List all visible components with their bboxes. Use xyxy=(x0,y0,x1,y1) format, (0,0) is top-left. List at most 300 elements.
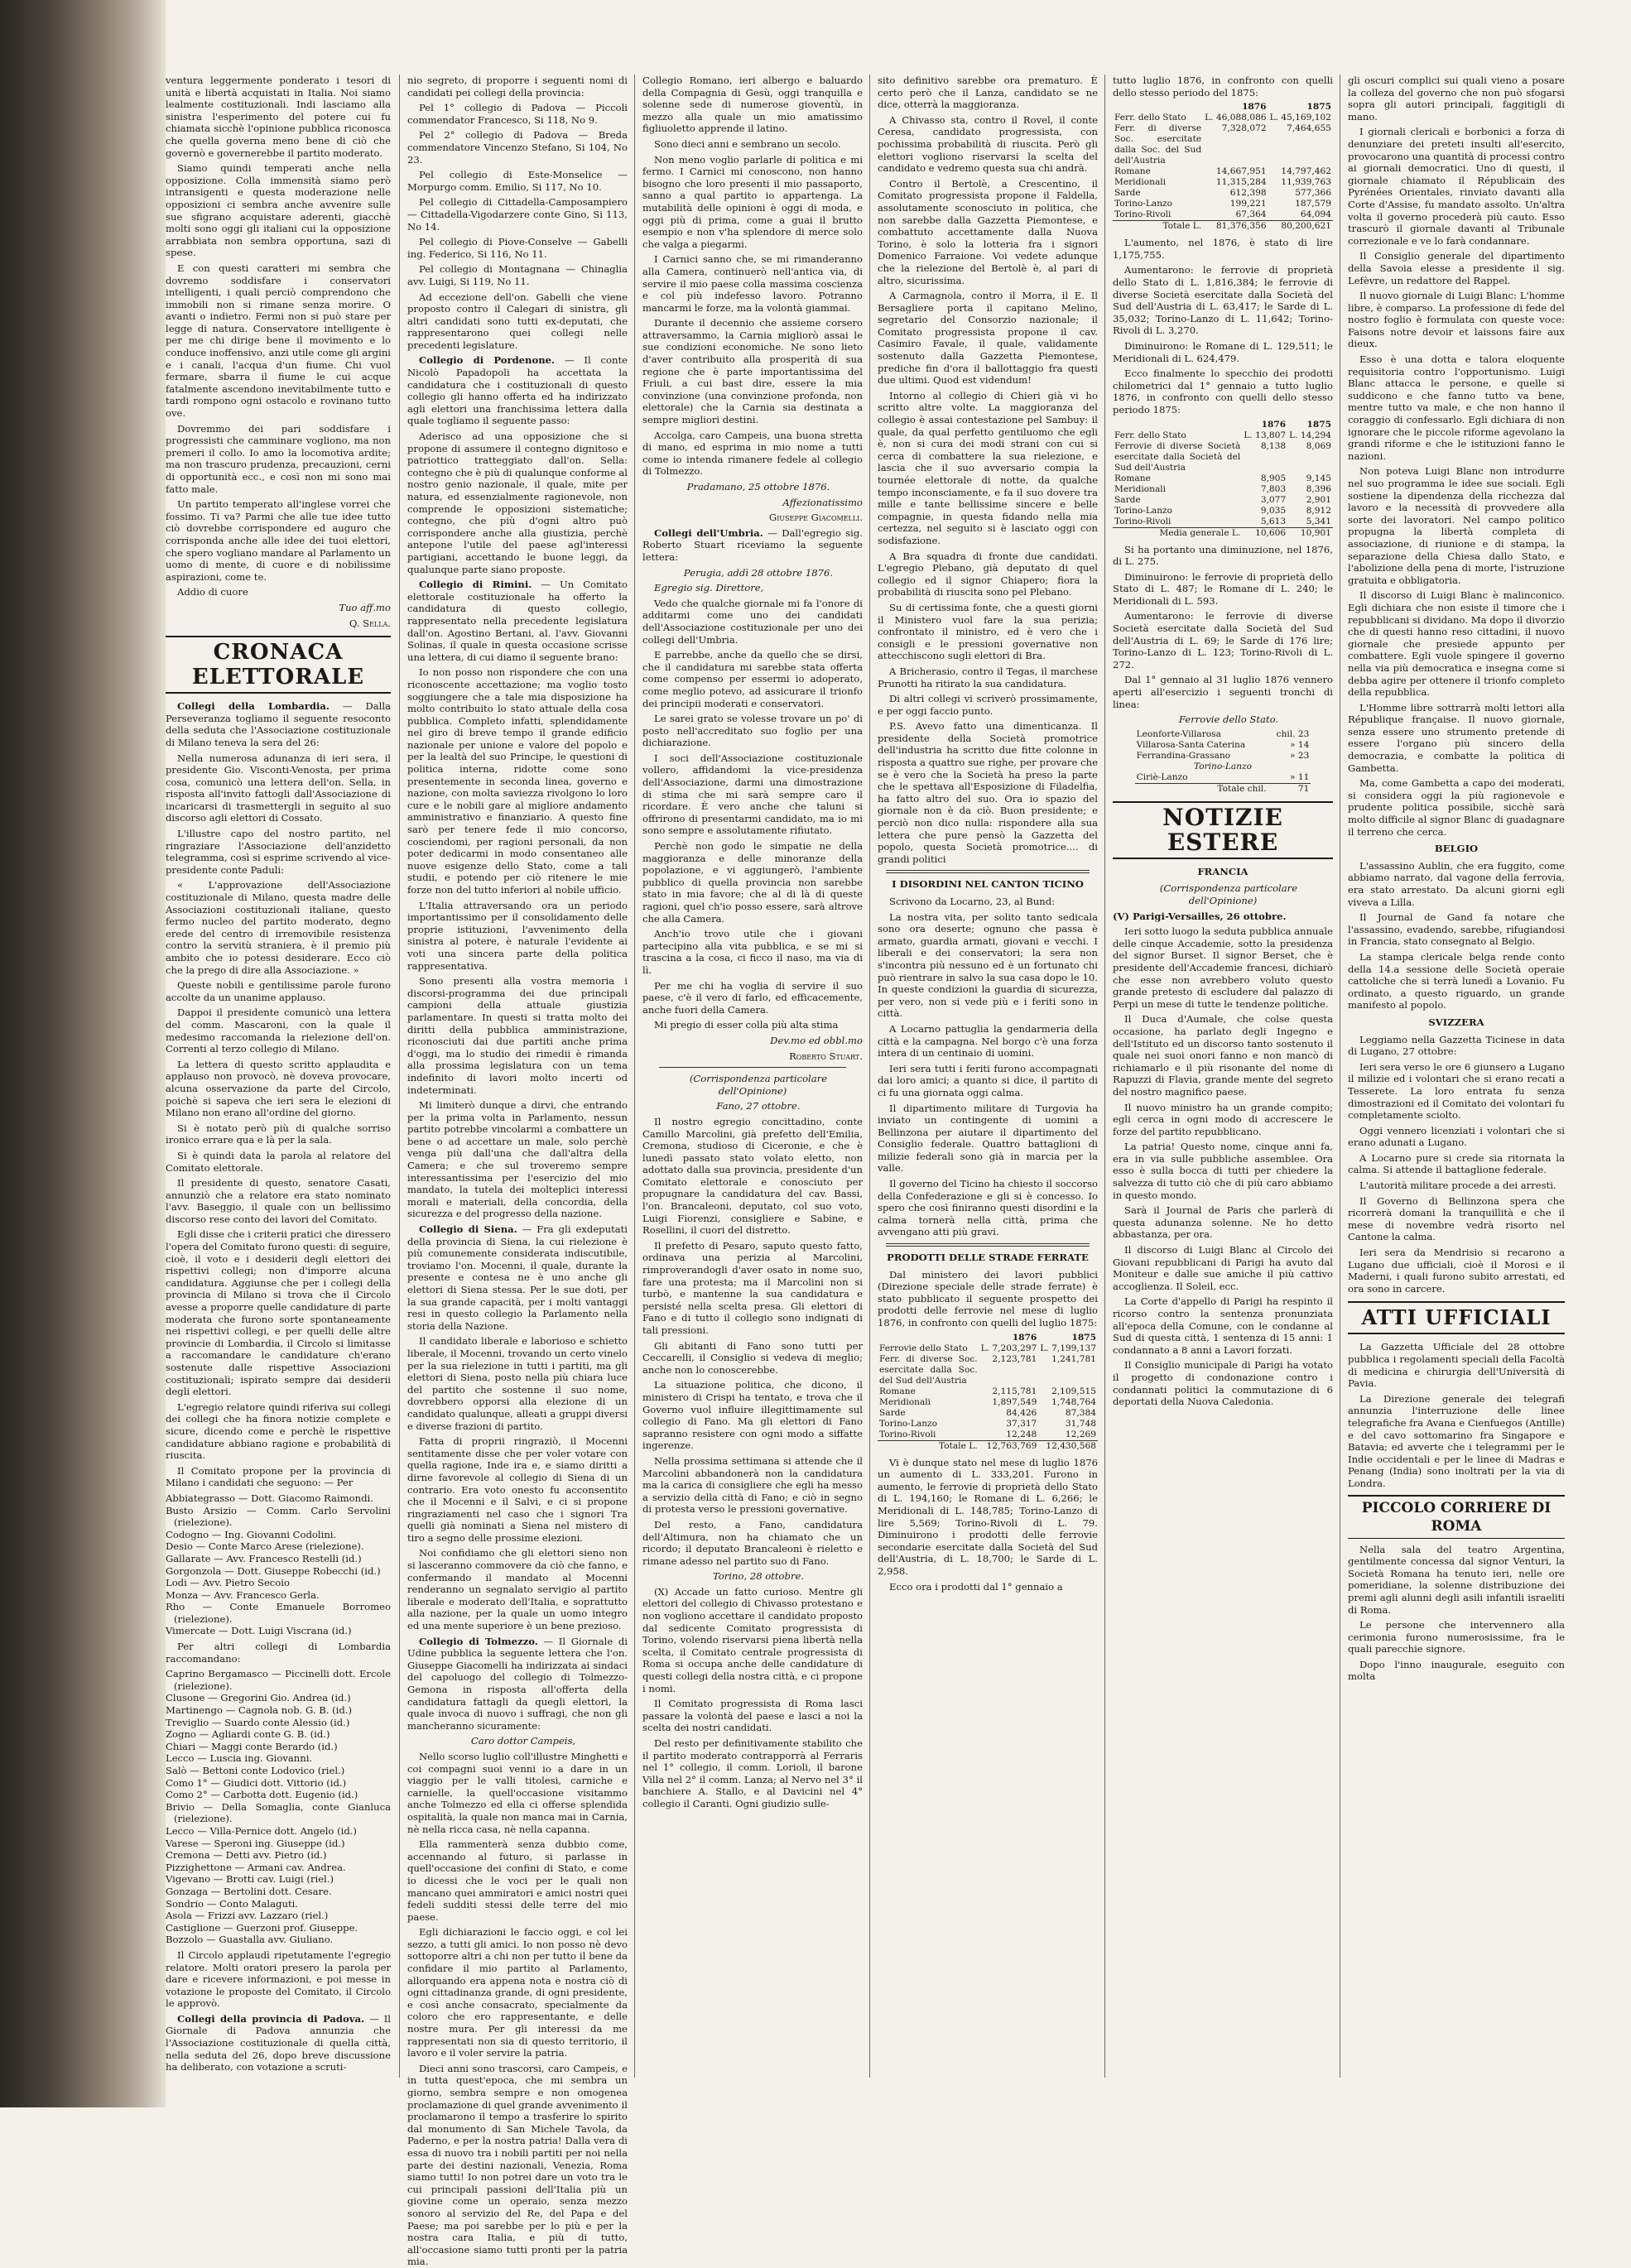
table-row xyxy=(1113,188,1333,199)
table-cell: L. 46,088,086 xyxy=(1205,113,1267,123)
list-item: Varese — Speroni ing. Giuseppe (id.) xyxy=(166,1837,345,1849)
table-cell: Torino-Lanzo xyxy=(1114,199,1172,209)
table-cell: 8,138 xyxy=(1260,440,1287,451)
table-cell: » 14 xyxy=(1290,739,1310,750)
paragraph: P.S. Avevo fatto una dimenticanza. Il presidente della Società promotrice dell'industria ha scritto due fitte colonne in risposta a quattro sue righe, per provare che se è vero che la Società ha preso la parte che le spettava all'Esposizione di Filadelfia, ha fatto altro del suo. Ora io spazio del giornale non è da ciò. Buon presidente; e perciò non dico nulla: rispondere alla sua lettera che pure pensò la Gazzetta del popolo, questa Società promotrice.... di grandi politici xyxy=(878,720,1098,865)
table-row xyxy=(878,1354,1098,1386)
paragraph: Il nuovo giornale di Luigi Blanc: L'homme libre, è comparso. La professione di fede del nostro foglio è formulata con queste voce: Faisons notre devoir et laissons faire aux dieux. xyxy=(1348,290,1565,350)
closing: Tuo aff.mo xyxy=(339,601,391,613)
list-item: Castiglione — Guerzoni prof. Giuseppe. xyxy=(166,1921,358,1934)
paragraph: Ad eccezione dell'on. Gabelli che viene proposto contro il Calegari di sinistra, gli altri candidati sono tutti ex-deputati, che rappresentarono quei collegi nelle precedenti legislature. xyxy=(407,291,628,351)
table-cell: Ferr. di diverse Soc. esercitate dalla Soc. del Sud dell'Austria xyxy=(1114,123,1202,166)
table-row xyxy=(878,1397,1098,1408)
column-1 xyxy=(166,74,391,2078)
table-cell: Ferr. dello Stato xyxy=(1114,430,1186,440)
table-cell: 5,341 xyxy=(1306,516,1331,526)
paragraph: Mi pregio di esser colla più alta stima xyxy=(654,1019,839,1031)
table-cell: 71 xyxy=(1268,783,1311,795)
railway-table xyxy=(1113,420,1333,539)
table-cell: Sarde xyxy=(1114,188,1141,199)
paragraph: Il dipartimento militare di Turgovia ha inviato un contingente di uomini a Bellinzona per aiutare il dipartimento del Consiglio federale. Quattro battaglioni di milizie federali sono già in marcia per la valle. xyxy=(878,1102,1098,1175)
table-cell: 8,905 xyxy=(1260,473,1287,483)
table-cell: 14,797,462 xyxy=(1281,166,1331,177)
paragraph: I giornali clericali e borbonici a forza di denunziare dei preteti insulti all'esercito, provocarono una quantità di processi contro ai giornali democratici. Uno di questi, il giornale chiamato il Républicain des Pyrénées Orientales, rinviato davanti alla Corte d'Assise, fu mandato assolto. Un'altra volta il governo procederà più cauto. Esso trascurò il giornale davanti al Tribunale correzionale e ve lo farà condannare. xyxy=(1348,126,1565,247)
paragraph: Del resto, a Fano, candidatura dell'Altimura, non ha chiamato che un ricordo; il deputato Brancaleoni è rieletto e rimane adesso nel partito suo di Fano. xyxy=(642,1518,863,1567)
paragraph: Per altri collegi di Lombardia raccomandano: xyxy=(166,1641,391,1665)
paragraph: « L'approvazione dell'Associazione costituzionale di Milano, questa madre delle Associazioni costituzionali italiane, questo fermo nucleo del partito moderato, degno erede del centro di irremovibile resistenza contro la servitù straniera, è il premio più ambito che io potessi desiderare. Ecco ciò che la prego di dire alla Associazione. » xyxy=(166,879,391,976)
list-item: Chiari — Maggi conte Berardo (id.) xyxy=(166,1740,338,1752)
table-cell: 10,901 xyxy=(1287,527,1333,539)
paragraph: Siamo quindi temperati anche nella opposizione. Colla immensità siamo però intransigenti e questa moderazione nelle opposizioni ci sembra anche avvenire sulle sue sfigrano acquistare aderenti, giacchè molti sono oggi gli italiani cui la opposizione arrabbiata non sembra opportuna, sazi di spese. xyxy=(166,162,391,259)
table-cell: 187,579 xyxy=(1295,199,1331,209)
paragraph: Egli dichiarazioni le faccio oggi, e col lei sezzo, a tutti gli amici. Io non posso nè devo sottoporre altri a chi non per tutto il bene da confidare il mio partito al Parlamento, allorquando era appena nota e nostra ciò di ogni cittadinanza grande, di ogni presidente, e così anche consacrato, specialmente da coloro che ero rappresentante, e delle nostre mura. Per gli interessi da me rappresentati non sia di questo territorio, il lavoro e il voler servire la patria. xyxy=(407,1926,628,2059)
list-item: Gorgonzola — Dott. Giuseppe Robecchi (id.) xyxy=(166,1564,381,1577)
table-cell: 9,035 xyxy=(1260,505,1287,516)
table-cell: 37,317 xyxy=(1006,1418,1037,1429)
column-6 xyxy=(1348,74,1565,2078)
paragraph: Il prefetto di Pesaro, saputo questo fatto, ordinava una perizia al Marcolini, rimproverandogli d'aver osato in nome suo, fare una protesta; ma il Marcolini non si turbò, e mantenne la sua candidatura e persisté nella scelta presa. Gli elettori di Fano e di tutto il collegio sono indignati di tali pressioni. xyxy=(642,1239,863,1336)
table-cell: Totale L. xyxy=(1113,221,1203,233)
paragraph: Il governo del Ticino ha chiesto il soccorso della Confederazione e gli si è concesso. Io spero che così finiranno questi disordini e la calma tornerà nella città, prima che avvengano atti più gravi. xyxy=(878,1178,1098,1238)
table-cell: 81,376,356 xyxy=(1203,221,1268,233)
correspondence-note: (Corrispondenza particolare dell'Opinione) xyxy=(689,1073,828,1097)
paragraph: A Locarno pure si crede sia ritornata la calma. Si attende il battaglione federale. xyxy=(1348,1151,1565,1176)
paragraph: Gli abitanti di Fano sono tutti per Ceccarelli, il Consiglio si vedeva di meglio; anche non lo conoscerebbe. xyxy=(642,1339,863,1376)
paragraph: Vedo che qualche giornale mi fa l'onore di additarmi come uno dei candidati dell'Associazione costituzionale per uno dei collegi dell'Umbria. xyxy=(642,597,863,646)
paragraph: Diminuirono: le Romane di L. 129,511; le Meridionali di L. 624,479. xyxy=(1113,339,1333,364)
table-cell: Torino-Lanzo xyxy=(1114,505,1172,516)
table-cell: Meridionali xyxy=(1114,483,1167,494)
dateline: Perugia, addì 28 ottobre 1876. xyxy=(683,566,834,579)
paragraph: A Bricherasio, contro il Tegas, il marchese Prunotti ha ritirato la sua candidatura. xyxy=(878,665,1098,690)
table-cell: 7,464,655 xyxy=(1287,123,1331,134)
table-cell: 64,094 xyxy=(1300,209,1331,220)
paragraph: La Direzione generale dei telegrafi annunzia l'interruzione delle linee telegrafiche fra Avana e Cienfuegos (Antille) e del cavo sottomarino fra Singapore e Batavia; ed avverte che i telegrammi per le Indie occidentali e per le linee di Madras e Penang (India) sono inoltrati per la via di Londra. xyxy=(1348,1392,1565,1489)
paragraph: Il Duca d'Aumale, che colse questa occasione, ha parlato degli Ingegno e dell'Istituto ed un discorso tanto sostenuto il quale nei suoi onori fanno e non mancò di richiamarlo e il più risonante del nome di Rapuzzi di Flavia, grande mente del segreto del nostro magnifico paese. xyxy=(1113,1013,1333,1098)
table-header-row xyxy=(878,1333,1098,1343)
list-item: Bozzolo — Guastalla avv. Giuliano. xyxy=(166,1934,334,1946)
paragraph: Intorno al collegio di Chieri già vi ho scritto altre volte. La maggioranza del collegio è assai contestazione pel Sambuy: il quale, da qual perfetto gentiluomo che egli è, non si cura dei modi strani con cui si cerca di combattere la sua rielezione, e lascia che il suo avversario compia la tournée elettorale di notte, da qualche tempo inconsciamente, e fa il suo dovere tra mille e tante bellissime sincere e belle compagnie, in questa fidando nella mia certezza, nel seguito si è lasciato oggi con sodisfazione. xyxy=(878,389,1098,546)
paragraph: Un partito temperato all'inglese vorrei che fossimo. Ti va? Parmi che alle tue idee tutto ciò dovrebbe corrispondere ed auguro che corrisponda anche alle idee dei tuoi elettori, che spero vogliano mandare al Parlamento un uomo di mente, di cuore e di nobilissime aspirazioni, come te. xyxy=(166,498,391,583)
railway-table xyxy=(1113,102,1333,232)
table-row xyxy=(878,1408,1098,1419)
table-cell: Romane xyxy=(879,1386,916,1396)
table-cell: 577,366 xyxy=(1295,188,1331,199)
table-row xyxy=(1113,123,1333,166)
paragraph: I Carnici sanno che, se mi rimanderanno alla Camera, continuerò nell'antica via, di servire il mio paese colla massima coscienza e col più indefesso lavoro. Potranno mancarmi le forze, ma la volontà giammai. xyxy=(642,253,863,314)
railway-table xyxy=(878,1333,1098,1452)
paragraph: Vi è dunque stato nel mese di luglio 1876 un aumento di L. 333,201. Furono in aumento, le ferrovie di proprietà dello Stato di L. 194,160; le Romane di L. 6,266; le Meridionali di L. 148,785; Torino-Lanzo di lire 5,569; Torino-Rivoli di L. 79. Diminuirono i prodotti delle ferrovie secondarie esercitate dalla Società del Sud dell'Austria, di L. 18,700; le Sarde di L. 2,958. xyxy=(878,1456,1098,1577)
table-cell: L. 45,169,102 xyxy=(1269,113,1331,123)
table-cell: Totale L. xyxy=(878,1440,979,1452)
new-lines-table xyxy=(1135,729,1311,795)
list-item: Como 2° — Carbotta dott. Eugenio (id.) xyxy=(166,1789,358,1801)
paragraph: L'Italia attraversando ora un periodo importantissimo per il consolidamento delle proprie istituzioni, l'avvenimento della sinistra al potere, è naturale l'evidente ai voti una sincera parte della politica rappresentativa. xyxy=(407,899,628,972)
table-cell: 2,109,515 xyxy=(1051,1386,1096,1396)
list-item: Martinengo — Cagnola nob. G. B. (id.) xyxy=(166,1704,353,1717)
dateline: (V) Parigi-Versailles, 26 ottobre. xyxy=(1113,910,1287,922)
divider xyxy=(886,1243,1090,1247)
table-row xyxy=(1113,495,1333,506)
table-cell: Sarde xyxy=(879,1407,906,1418)
paragraph: — Il conte Nicolò Papadopoli ha accettata la candidatura che i costituzionali di questo collegio gli hanno offerta ed ha indirizzato agli elettori una franchissima lettera dalla quale togliamo il seguente passo: xyxy=(407,354,628,427)
list-item: Como 1° — Giudici dott. Vittorio (id.) xyxy=(166,1776,347,1789)
table-cell: » 23 xyxy=(1290,750,1310,761)
list-item: Caprino Bergamasco — Piccinelli dott. Ercole (rielezione). xyxy=(166,1668,391,1692)
list-item: Sondrio — Conto Malaguti. xyxy=(166,1897,298,1910)
dateline: Torino, 28 ottobre. xyxy=(712,1570,805,1583)
paragraph: Aderisco ad una opposizione che si propone di assumere il contegno dignitoso e patriottico tratteggiato dall'on. Sella: contegno che è più di qualunque conforme al nostro genio nazionale, il quale, mite per natura, ed essenzialmente ragionevole, non comprende le opposizioni sistematiche; contegno, che più d'ogni altro può corrispondere anche alla giustizia, perchè antepone l'utile del paese agl'interessi partigiani, accettando le buone leggi, da qualunque parte siano proposte. xyxy=(407,430,628,575)
list-item: Salò — Bettoni conte Lodovico (riel.) xyxy=(166,1765,345,1776)
paragraph: Ma, come Gambetta a capo dei moderati, si considera oggi la più ragionevole e prudente politica possibile, sicchè sarà molto difficile al signor Blanc di guadagnare il terreno che cerca. xyxy=(1348,777,1565,838)
paragraph: Ieri sera verso le ore 6 giunsero a Lugano il milizie ed i volontari che si erano recati a Tesserete. La loro entrata fu senza dimostrazioni ed il Comitato dei volontari fu completamente sciolto. xyxy=(1348,1060,1565,1122)
table-cell: 2,115,781 xyxy=(992,1386,1037,1396)
paragraph: — Fra gli exdeputati della provincia di Siena, la cui rielezione è più comunemente considerata indiscutibile, troviamo l'on. Mocenni, il quale, durante la presente e contesa ne è uno anche gli elettori di Siena stessa. Per le sue doti, per la sua grande capacità, per i molti vantaggi resi in questo collegio la Parlamento nella storia della Nazione. xyxy=(407,1223,628,1332)
paragraph: nio segreto, di proporre i seguenti nomi di candidati pei collegi della provincia: xyxy=(407,74,628,99)
list-item: Clusone — Gregorini Gio. Andrea (id.) xyxy=(166,1692,351,1704)
paragraph: A Bra squadra di fronte due candidati. L'egregio Plebano, già deputato di quel collegio ed il signor Chiapero; fiora la probabilità di riuscita sono pel Plebano. xyxy=(878,550,1098,598)
country-heading: BELGIO xyxy=(1434,843,1479,855)
table-cell: Sarde xyxy=(1114,494,1141,505)
paragraph: La nostra vita, per solito tanto sedicala sono ora deserte; ognuno che passa è armato, guardia armati, giovani e vecchi. I liberali e dei conservatori; la sera non s'incontra più nessuno ed è un fortunato chi può rientrare in salvo la sua casa dopo le 10. In queste condizioni la guardia di sicurezza, per vero, non si vede più e i feriti sono in città. xyxy=(878,911,1098,1020)
table-cell: 14,667,951 xyxy=(1215,166,1267,177)
paragraph: Non meno voglio parlarle di politica e mi fermo. I Carnici mi conoscono, non hanno bisogno che loro presenti il mio passaporto, sanno a qual partito io appartenga. La mutabilità delle opinioni è oggi di moda, e oggi più di prima, come a guai il brutto esempio e non v'ha splendore di merce solo che valga a piegarmi. xyxy=(642,153,863,250)
section-heading: ATTI UFFICIALI xyxy=(1348,1301,1565,1334)
table-row xyxy=(1113,113,1333,123)
paragraph: Il discorso di Luigi Blanc è malinconico. Egli dichiara che non esiste il timore che i repubblicani si dividano. Ma dopo il divorzio che di questi hanno reso cittadini, il nuovo giornale che presiede appunto per combattere. Egli vuole spingere il governo nella via più democratica e insegna come si debba agire per ottenere il trionfo completo della repubblica. xyxy=(1348,589,1565,699)
paragraph: — Dalla Perseveranza togliamo il seguente resoconto della seduta che l'Associazione costituzionale di Milano teneva la sera del 26: xyxy=(166,700,391,748)
table-cell: chil. 23 xyxy=(1276,728,1310,739)
table-row xyxy=(1113,430,1333,441)
paragraph: L'assassino Aublin, che era fuggito, come abbiamo narrato, dal vagone della ferrovia, era stato arrestato. Da alcuni giorni egli viveva a Lilla. xyxy=(1348,859,1565,908)
table-cell: Ferr. di diverse Soc. esercitate dalla Soc. del Sud dell'Austria xyxy=(879,1353,978,1386)
paragraph: — Il Giornale di Udine pubblica la seguente lettera che l'on. Giuseppe Giacomelli ha indirizzata ai sindaci del capoluogo del collegio di Tolmezzo-Gemona in risposta all'offerta della candidatura fattagli da quegli elettori, la quale invoca di nuovo i suffragi, che non gli mancheranno sicuramente: xyxy=(407,1635,628,1732)
table-row xyxy=(1113,517,1333,528)
paragraph: ventura leggermente ponderato i tesori di unità e libertà acquistati in Italia. Noi siamo lealmente costituzionali. Indi lasciamo alla sinistra l'esperimento del potere cui fu chiamata sicchè l'opinione pubblica riconosca che quella governa meno bene di ciò che governò e governerebbe il partito moderato. xyxy=(166,74,391,159)
table-cell: 67,364 xyxy=(1235,209,1267,220)
paragraph: Accolga, caro Campeis, una buona stretta di mano, ed esprima in mio nome a tutti come io intenda rimanere fedele al collegio di Tolmezzo. xyxy=(642,429,863,478)
paragraph: Collegio Romano, ieri albergo e baluardo della Compagnia di Gesù, oggi tranquilla e solenne sede di numerose gioventù, in mezzo alla quale un mio amatissimo figliuoletto apprende il latino. xyxy=(642,74,863,135)
table-cell: 11,315,284 xyxy=(1215,177,1267,188)
table-cell: Villarosa-Santa Caterina xyxy=(1136,739,1246,750)
paragraph: Scrivono da Locarno, 23, al Bund: xyxy=(889,896,1056,907)
paragraph: Nella prossima settimana si attende che il Marcolini abbandonerà non la candidatura ma la carica di consigliere che egli ha messo a servizio della città di Fano; e ciò in segno di protesta verso le pressioni governative. xyxy=(642,1454,863,1516)
table-cell: Torino-Lanzo xyxy=(879,1418,937,1429)
paragraph: Non poteva Luigi Blanc non introdurre nel suo programma le idee sue sociali. Egli sostiene la dipendenza della ricchezza dal lavoro e la necessità di provvedere alla sorte dei lavoratori. Nel campo politico propugna la libertà completa di associazione, di riunione e di stampa, la separazione della Chiesa dallo Stato, e l'abolizione della pena di morte, l'istruzione gratuita e obbligatoria. xyxy=(1348,465,1565,586)
paragraph: Egli disse che i criterii pratici che diressero l'opera del Comitato furono questi: di seguire, cioè, il voto e i desiderii degli elettori dei rispettivi collegi; non d'imporre alcuna candidatura. Aggiunse che per i collegi della provincia di Milano si trova che il Circolo avesse a proporre quelle candidature di parte moderata che furono sorte spontaneamente nei rispettivi collegi, e per quelli delle altre provincie di Lombardia, il Circolo si limitasse a raccomandare le candidature ch'erano sostenute dalle rispettive Associazioni costituzionali; ispirato sempre dai desiderii degli elettori. xyxy=(166,1228,391,1398)
list-item: Lodi — Avv. Pietro Secoio xyxy=(166,1577,290,1589)
paragraph: A Carmagnola, contro il Morra, il E. Il Bersagliere porta il capitano Melino, segretario del Consorzio nazionale; il Comitato progressista propone il cav. Casimiro Favale, il quale, validamente sostenuto dalla Gazzetta Piemontese, prediche fin d'ora il ballottaggio fra questi due ultimi. Quod est videndum! xyxy=(878,290,1098,387)
list-item: Rho — Conte Emanuele Borromeo (rielezione). xyxy=(166,1601,391,1625)
table-cell: 12,430,568 xyxy=(1038,1440,1098,1452)
table-cell: Ciriè-Lanzo xyxy=(1136,771,1188,782)
table-cell: 612,398 xyxy=(1229,188,1267,199)
subheading: Collegi dell'Umbria. xyxy=(654,526,763,539)
paragraph: Noi confidiamo che gli elettori sieno non si lasceranno commovere da ciò che fanno, e confermando il mandato al Mocenni renderanno un segnalato servigio al partito liberale e moderato dell'Italia, e soprattutto alla nazione, per la quale un uomo integro ed una mente superiore è un bene prezioso. xyxy=(407,1547,628,1632)
paragraph: L'illustre capo del nostro partito, nel ringraziare l'Associazione dell'anzidetto telegramma, così si esprime scrivendo al vice-presidente conte Paduli: xyxy=(166,828,391,876)
paragraph: Il Consiglio generale del dipartimento della Savoia elesse a presidente il sig. Lefèvre, un redattore del Rappel. xyxy=(1348,250,1565,286)
table-cell: 2,901 xyxy=(1306,494,1331,505)
table-total-row xyxy=(1113,527,1333,539)
table-cell: 8,069 xyxy=(1306,440,1331,451)
table-subheading: Torino-Lanzo xyxy=(1193,761,1252,771)
table-header-cell: 1875 xyxy=(1306,419,1331,430)
paragraph: Dappoi il presidente comunicò una lettera del comm. Mascaroni, con la quale il medesimo raccomanda la rielezione dell'on. Correnti al terzo collegio di Milano. xyxy=(166,1007,391,1055)
paragraph: Dovremmo dei pari soddisfare i progressisti che camminare vogliono, ma non premeri il collo. Io amo la locomotiva ardite; ma non trascuro prudenza, precauzioni, cerni di opportunità ecc., e così non mi sono mai fatto male. xyxy=(166,422,391,495)
paragraph: Ieri sotto luogo la seduta pubblica annuale delle cinque Accademie, sotto la presidenza del signor Burset. Il signor Berset, che è presidente dell'Accademie francesi, dichiarò che esse non avrebbero voluto questo grande pretesto di escludere dal palazzo di Perpi un mese di tutte le tendenze politiche. xyxy=(1113,925,1333,1010)
paragraph: La stampa clericale belga rende conto della 14.a sessione delle Società operaie cattoliche che si terrà lunedì a Lovanio. Fu ordinato, a questo riguardo, un grande manifesto al popolo. xyxy=(1348,950,1565,1011)
paragraph: Dal ministero dei lavori pubblici (Direzione speciale delle strade ferrate) è stato pubblicato il seguente prospetto dei prodotti delle ferrovie nel mese di luglio 1876, in confronto con quelli del luglio 1875: xyxy=(878,1268,1098,1329)
table-header-cell: 1875 xyxy=(1306,102,1331,113)
table-cell: Media generale L. xyxy=(1113,527,1242,539)
paragraph: La Gazzetta Ufficiale del 28 ottobre pubblica i regolamenti speciali della Facoltà di medicina e chirurgia dell'Università di Pavia. xyxy=(1348,1341,1565,1390)
table-cell: L. 7,199,137 xyxy=(1040,1343,1096,1353)
paragraph: L'egregio relatore quindi riferiva sui collegi dei collegi che ha finora notizie complete e sicure, dicendo come e perchè le rispettive candidature abbiano ragione e probabilità di riuscita. xyxy=(166,1401,391,1462)
subheading: Collegio di Tolmezzo. xyxy=(419,1635,538,1647)
subheading: Collegio di Rimini. xyxy=(419,579,532,591)
paragraph: Fatta di proprii ringraziò, il Mocenni sentitamente disse che per voler votare con quella ragione, Inde ira e, e siamo diritti a dirne favorevole al collegio di Siena di un contrario. Era voto onesto fu acconsentito che il Mocenni e il Salvi, e ci si propone ringraziamenti nel caso che i signori Tra quelli già nominati a Siena nel mistero di tiro a segno delle prossime elezioni. xyxy=(407,1435,628,1544)
correspondence-note: (Corrispondenza particolare dell'Opinione) xyxy=(1159,882,1298,906)
table-row xyxy=(1135,740,1311,751)
paragraph: Aumentarono: le ferrovie di diverse Società esercitate dalla Società del Sud dell'Austria di L. 69; le Sarde di 176 lire; Torino-Lanzo di L. 123; Torino-Rivoli di L. 272. xyxy=(1113,610,1333,670)
paragraph: Perchè non godo le simpatie ne della maggioranza e delle minoranze della popolazione, e vi aggiungerò, l'ambiente pubblico di quella provincia non sarebbe stato in mia favore; che al di là di queste ragioni, quel ch'io posso essere, sarà altrove che alla Camera. xyxy=(642,840,863,925)
table-cell: 80,200,621 xyxy=(1268,221,1333,233)
column-2 xyxy=(407,74,628,2268)
table-cell: 3,077 xyxy=(1260,494,1287,505)
newspaper-page xyxy=(166,74,1565,2268)
paragraph: L'autorità militare procede a dei arresti. xyxy=(1359,1180,1556,1192)
table-row xyxy=(1135,751,1311,762)
table-row xyxy=(1113,199,1333,209)
paragraph: Pel 2° collegio di Padova — Breda commendatore Vincenzo Stefano, Si 104, No 23. xyxy=(407,129,628,166)
closing: Affezionatissimo xyxy=(782,496,863,508)
section-heading: NOTIZIE ESTERE xyxy=(1113,801,1333,859)
subheading: Collegio di Pordenone. xyxy=(419,354,556,367)
table-row xyxy=(1135,729,1311,740)
list-item: Vimercate — Dott. Luigi Viscrana (id.) xyxy=(166,1625,352,1637)
table-total-row xyxy=(1135,783,1311,795)
list-item: Desio — Conte Marco Arese (rielezione). xyxy=(166,1540,364,1553)
table-cell: Torino-Rivoli xyxy=(1114,516,1172,526)
table-total-row xyxy=(1113,221,1333,233)
paragraph: Il Circolo applaudì ripetutamente l'egregio relatore. Molti oratori presero la parola per dare e ricevere informazioni, e poi messe in votazione le proposte del Comitato, il Circolo le approvò. xyxy=(166,1948,391,2010)
paragraph: Nella sala del teatro Argentina, gentilmente concessa dal signor Venturi, la Società Romana ha tenuto ieri, nelle ore pomeridiane, la solenne distribuzione dei premi agli alunni degli asili infantili israeliti di Roma. xyxy=(1348,1543,1565,1616)
paragraph: Il Consiglio municipale di Parigi ha votato il progetto di condonazione contro i condannati politici la commutazione di 6 deportati della Nuova Caledonia. xyxy=(1113,1359,1333,1408)
paragraph: I soci dell'Associazione costituzionale vollero, affidandomi la vice-presidenza dell'Associazione, darmi una dimostrazione di stima che mi sarà sempre caro il ricordare. È vero anche che taluni si offrirono di presentarmi candidato, ma io mi sono sempre e assolutamente rifiutato. xyxy=(642,752,863,837)
table-header-cell: 1876 xyxy=(1012,1332,1037,1343)
table-row xyxy=(878,1419,1098,1430)
paragraph: Il Journal de Gand fa notare che l'assassino, evadendo, sarebbe, rifugiandosi in Francia, stato consegnato al Belgio. xyxy=(1348,911,1565,948)
column-rule xyxy=(634,74,635,2078)
paragraph: Io non posso non rispondere che con una riconoscente accettazione; ma voglio tosto soggiungere che a tale mia disposizione ha molto contribuito lo stato attuale della cosa pubblica. Completo infatti, splendidamente nel giro di breve tempo il grande edificio nazionale per unione e valore del popolo e per la lealtà del suo Principe, le questioni di politica interna, ridotte come sono presentemente in seconda linea, governo e nazione, con molta saviezza rivolgono lo loro cure e le nobili gare al migliore andamento amministrativo e finanziario. A questo fine sarò per tenere fede il mio concorso, cosciendomi, per ragioni personali, da non poter dedicarmi in modo consentaneo alle nuove esigenze dello Stato, come a tali studii, e potendo per ciò ritenere le mie forze non del tutto inferiori al nobile ufficio. xyxy=(407,666,628,896)
column-3 xyxy=(642,74,863,2078)
table-cell: 10,606 xyxy=(1242,527,1287,539)
paragraph: La situazione politica, che dicono, il ministero di Crispi ha tentato, e trova che il Governo vuol influire illegittimamente sul collegio di Fano. Ma gli elettori di Fano sapranno resistere con ogni modo a siffatte ingerenze. xyxy=(642,1379,863,1452)
paragraph: Il nostro egregio concittadino, conte Camillo Marcolini, già prefetto dell'Emilia, Cremona, studioso di Ciceronie, e che è lunedì passato stato volato eletto, non adottato dalla sua provincia, presidente d'un Comitato elettorale e conosciuto per propugnare la candidatura del cav. Bassi, l'on. Brancaleoni, deputato, col suo voto, Luigi Fiorenzi, consigliere e Sabine, e Rosellini, il cuori del distretto. xyxy=(642,1115,863,1237)
list-item: Zogno — Agliardi conte G. B. (id.) xyxy=(166,1728,330,1741)
table-cell: » 11 xyxy=(1290,771,1310,782)
dateline: Pradamano, 25 ottobre 1876. xyxy=(686,481,830,493)
section-heading: CRONACA ELETTORALE xyxy=(166,636,391,694)
table-row xyxy=(1113,484,1333,495)
paragraph: Il Governo di Bellinzona spera che ricorrerà domani la tranquillità e che il mese di novembre vedrà risorto nel Cantone la calma. xyxy=(1348,1194,1565,1243)
list-item: Treviglio — Suardo conte Alessio (id.) xyxy=(166,1716,350,1728)
table-row xyxy=(1113,506,1333,517)
table-cell: 7,328,072 xyxy=(1221,123,1267,134)
list-item: Pizzighettone — Armani cav. Andrea. xyxy=(166,1861,346,1873)
table-cell: 8,912 xyxy=(1306,505,1331,516)
paragraph: Esso è una dotta e talora eloquente requisitoria contro l'opportunismo. Luigi Blanc attacca le persone, e quelle si suddicono e che fanno tutto va bene, mentre tutto va male, e che non hanno il coraggio di confessarlo. Egli dichiara di non ignorare che le piccole riforme agevolano la grandi riforme e che le istituzioni fanno le nazioni. xyxy=(1348,353,1565,462)
salutation: Egregio sig. Direttore, xyxy=(654,582,764,594)
table-cell: 12,248 xyxy=(1006,1429,1037,1439)
paragraph: Si ha portanto una diminuzione, nel 1876, di L. 275. xyxy=(1113,543,1333,568)
paragraph: Sono presenti alla vostra memoria i discorsi-programma dei due principali campioni della attuale giustizia parlamentare. In questi si tratta molto dei diritti della pubblica amministrazione, riconosciuti dai due partiti anche prima d'oggi, ma lo studio dei rimedii è rimanda alla prossima legislatura con un tema indefinito di lavori molto incerti od indeterminati. xyxy=(407,975,628,1096)
column-5 xyxy=(1113,74,1333,2078)
signature: Q. Sella. xyxy=(349,617,391,629)
paragraph: Sarà il Journal de Paris che parlerà di questa adunanza solenne. Ne ho detto abbastanza, per ora. xyxy=(1113,1204,1333,1241)
table-cell: Ferrovie di diverse Società esercitate dalla Società del Sud dell'Austria xyxy=(1114,440,1241,473)
table-cell: 9,145 xyxy=(1306,473,1331,483)
paragraph: Il Comitato propone per la provincia di Milano i candidati che seguono: — Per xyxy=(166,1464,391,1489)
paragraph: Leggiamo nella Gazzetta Ticinese in data di Lugano, 27 ottobre: xyxy=(1348,1033,1565,1058)
table-cell: Totale chil. xyxy=(1135,783,1268,795)
table-row xyxy=(878,1386,1098,1397)
table-cell: Ferrovie dello Stato xyxy=(879,1343,968,1353)
table-cell: Ferrandina-Grassano xyxy=(1136,750,1231,761)
article-heading: I DISORDINI NEL CANTON TICINO xyxy=(892,878,1084,891)
paragraph: — Un Comitato elettorale costituzionale ha offerto la candidatura di questo collegio, rappresentato nella precedente legislatura dall'on. Agostino Bertani, al. l'avv. Giovanni Solinas, il quale in questa occasione scrisse una lettera, di cui diamo il seguente brano: xyxy=(407,579,628,663)
table-row xyxy=(1135,772,1311,784)
paragraph: — Il Giornale di Padova annunzia che l'Associazione costituzionale di quella città, nella seduta del 26, dopo breve discussione ha deliberato, con votazione a scruti- xyxy=(166,2012,392,2073)
candidate-list xyxy=(166,1668,391,1946)
table-cell: 31,748 xyxy=(1065,1418,1096,1429)
list-item: Lecco — Villa-Pernice dott. Angelo (id.) xyxy=(166,1824,357,1837)
paragraph: Queste nobili e gentilissime parole furono accolte da un unanime applauso. xyxy=(166,979,391,1003)
paragraph: Il nuovo ministro ha un grande compito; egli cerca in ogni modo di accrescere le forze del partito repubblicano. xyxy=(1113,1101,1333,1137)
paragraph: Sono dieci anni e sembrano un secolo. xyxy=(654,137,841,150)
paragraph: Ieri sera tutti i feriti furono accompagnati dai loro amici; a quanto si dice, il partito di ci fu una giornata oggi calma. xyxy=(878,1062,1098,1098)
table-cell: 5,613 xyxy=(1260,516,1287,526)
closing: Dev.mo ed obbl.mo xyxy=(770,1034,863,1046)
article-heading: PRODOTTI DELLE STRADE FERRATE xyxy=(887,1252,1089,1264)
paragraph: Aumentarono: le ferrovie di proprietà dello Stato di L. 1,816,384; le ferrovie di diverse Società esercitate dalla Società del Sud dell'Austria di L. 63,417; le Sarde di L. 35,032; Torino-Lanzo di L. 11,642; Torino-Rivoli di L. 3,270. xyxy=(1113,264,1333,337)
table-cell: 1,748,764 xyxy=(1051,1396,1096,1407)
signature: Giuseppe Giacomelli. xyxy=(768,512,863,524)
paragraph: Ella rammenterà senza dubbio come, accennando al futuro, si parlasse in quell'occasione dei confini di Stato, e come io dicessi che le voci per le quali non mancano quei ammiratori e amici nostri quei fedeli sudditi stessi delle terre del mio paese. xyxy=(407,1838,628,1923)
divider xyxy=(659,1067,846,1068)
country-heading: SVIZZERA xyxy=(1428,1016,1484,1028)
paragraph: A Chivasso sta, contro il Rovel, il conte Ceresa, candidato progressista, con pochissima probabilità di riuscita. Però gli elettori vogliono riservarsi la scelta del candidato e vedremo questa sua chi andrà. xyxy=(878,113,1098,175)
table-cell: Torino-Rivoli xyxy=(1114,209,1172,220)
closing: Addio di cuore xyxy=(177,586,248,598)
table-row xyxy=(1113,166,1333,177)
table-header-row xyxy=(1113,102,1333,113)
paragraph: Il Comitato progressista di Roma lasci passare la volontà del paese e lasci a noi la scelta dei nostri candidati. xyxy=(642,1698,863,1734)
salutation: Caro dottor Campeis, xyxy=(470,1735,576,1747)
subheading: Collegi della Lombardia. xyxy=(177,700,330,713)
table-header-cell: 1876 xyxy=(1242,102,1267,113)
list-item: Vigevano — Brotti cav. Luigi (riel.) xyxy=(166,1873,334,1886)
table-cell: Romane xyxy=(1114,166,1151,177)
table-cell: 1,241,781 xyxy=(1051,1353,1096,1364)
table-cell: L. 7,203,297 xyxy=(980,1343,1037,1353)
table-cell: Ferr. dello Stato xyxy=(1114,113,1186,123)
list-item: Abbiategrasso — Dott. Giacomo Raimondi. xyxy=(166,1492,373,1504)
paragraph: E parrebbe, anche da quello che se dirsi, che il candidatura mi sarebbe stata offerta come compenso per essermi io adoperato, come meglio potevo, ad assicurare il trionfo dei principii moderati e conservatori. xyxy=(642,649,863,709)
table-cell: L. 14,294 xyxy=(1289,430,1331,440)
paragraph: Per me chi ha voglia di servire il suo paese, c'è il vero di farlo, ed efficacemente, anche fuori della Camera. xyxy=(642,979,863,1016)
candidate-list xyxy=(166,1492,391,1637)
list-item: Brivio — Della Somaglia, conte Gianluca (rielezione). xyxy=(166,1800,391,1825)
table-row xyxy=(1113,177,1333,188)
table-header-row xyxy=(1113,420,1333,430)
table-cell: Leonforte-Villarosa xyxy=(1136,728,1221,739)
paragraph: Il presidente di questo, senatore Casati, annunziò che a relatore era stato nominato l'avv. Baseggio, il quale con un bellissimo discorso rese conto dei lavori del Comitato. xyxy=(166,1177,391,1225)
dateline: Fano, 27 ottobre. xyxy=(716,1100,801,1112)
table-cell: 2,123,781 xyxy=(992,1353,1037,1364)
paragraph: Contro il Bertolè, a Crescentino, il Comitato progressista propone il Faldella, assolutamente sconosciuto in politica, che non sarebbe dalla Gazzetta Piemontese, e combattuto accettamente dalla Nuova Torino, è solo la lotteria fra i signori Domenico Farraione. Voi vedete adunque che la rielezione del Bertolè è, al pari di altro, sicurissima. xyxy=(878,177,1098,286)
table-cell: Meridionali xyxy=(879,1396,931,1407)
table-cell: 1,897,549 xyxy=(992,1396,1037,1407)
paragraph: Pel collegio di Piove-Conselve — Gabelli ing. Federico, Si 116, No 11. xyxy=(407,236,628,260)
paragraph: L'aumento, nel 1876, è stato di lire 1,175,755. xyxy=(1113,237,1333,261)
paragraph: Si è quindi data la parola al relatore del Comitato elettorale. xyxy=(166,1149,391,1174)
paragraph: La lettera di questo scritto applaudita e applauso non provocò, nè doveva provocare, alcuna osservazione da parte del Circolo, poichè si sapeva che ieri sera le elezioni di Milano non erano all'ordine del giorno. xyxy=(166,1058,391,1119)
table-row xyxy=(878,1430,1098,1441)
paragraph: Dieci anni sono trascorsi, caro Campeis, e in tutta quest'epoca, che mi sembra un giorno, sembra sempre e non omogenea proclamazione di quel grande avvenimento il proclamarono il tempo a trasferire lo spirito dal monumento di San Michele Tavola, da Paderno, e per la nostra patria! Dalla vera di essa di nuovo tra i nobili partiti per noi nella parte dei destini nazionali, Venezia, Roma siamo tutti! Io non potrei dare un voto tra le cui principali passioni dell'Italia più un giovine come un operaio, senza mezzo sonoro al servizio del Re, del Papa e del Paese; ma poi sarebbe per lo più e per la nostra cara Italia, e più di tutto, all'occasione siamo tutti pronti per la patria mia. xyxy=(407,2062,628,2268)
list-item: Codogno — Ing. Giovanni Codolini. xyxy=(166,1528,337,1540)
paragraph: Anch'io trovo utile che i giovani partecipino alla vita pubblica, e se mi si trascina a la cosa, ci ficco il naso, ma via di lì. xyxy=(642,928,863,976)
column-4 xyxy=(878,74,1098,2078)
table-cell: Romane xyxy=(1114,473,1151,483)
paragraph: Nella numerosa adunanza di ieri sera, il presidente Gio. Visconti-Venosta, per prima cosa, comunicò una lettera dell'on. Sella, in risposta all'invito fattogli dall'Associazione di incaricarsi di trasmettergli in seguito al suo discorso agli elettori di Cossato. xyxy=(166,752,391,824)
paragraph: tutto luglio 1876, in confronto con quelli dello stesso periodo del 1875: xyxy=(1113,74,1333,99)
table-cell: Meridionali xyxy=(1114,177,1167,188)
paragraph: sito definitivo sarebbe ora prematuro. È certo però che il Lanza, candidato se ne dice, otterrà la maggioranza. xyxy=(878,74,1098,111)
paragraph: Pel collegio di Este-Monselice — Morpurgo comm. Emilio, Si 117, No 10. xyxy=(407,169,628,193)
paragraph: Del resto per definitivamente stabilito che il partito moderato contrapporrà al Ferraris nel 1° collegio, il comm. Lorioli, il barone Villa nel 2° il comm. Lanza; al Nervo nel 3° il banchiere A. Stallo, e al Davicini nel 4° collegio il Caranti. Ogni giudizio sulle- xyxy=(642,1737,863,1809)
paragraph: Ecco ora i prodotti dal 1° gennaio a xyxy=(889,1580,1063,1593)
table-cell: 11,939,763 xyxy=(1281,177,1331,188)
paragraph: Pel 1° collegio di Padova — Piccoli commendator Francesco, Si 118, No 9. xyxy=(407,102,628,126)
list-item: Monza — Avv. Francesco Gerla. xyxy=(166,1588,320,1601)
table-cell: 7,803 xyxy=(1260,483,1287,494)
table-cell: 199,221 xyxy=(1229,199,1267,209)
paragraph: Diminuirono: le ferrovie di proprietà dello Stato di L. 487; le Romane di L. 240; le Meridionali di L. 593. xyxy=(1113,570,1333,607)
paragraph: Su di certissima fonte, che a questi giorni il Ministero vuol fare la sua perizia; confrontato il ministro, ed è vero che i consigli e le pressioni governative non attecchiscono sugli elettori di Bra. xyxy=(878,601,1098,662)
paragraph: Il discorso di Luigi Blanc al Circolo dei Giovani repubblicani di Parigi ha avuto dal Moniteur e dalle sue amiche il più cattivo accoglienza. Il Soleil, ecc. xyxy=(1113,1244,1333,1292)
paragraph: Pel collegio di Cittadella-Camposampiero — Cittadella-Vigodarzere conte Gino, Si 113, No 14. xyxy=(407,196,628,233)
table-cell: 8,396 xyxy=(1306,483,1331,494)
divider xyxy=(886,870,1090,873)
paragraph: Dopo l'inno inaugurale, eseguito con molta xyxy=(1348,1658,1565,1683)
column-rule xyxy=(869,74,870,2078)
list-item: Gonzaga — Bertolini dott. Cesare. xyxy=(166,1885,332,1897)
table-cell: 87,384 xyxy=(1065,1407,1096,1418)
paragraph: L'Homme libre sottrarrà molti lettori alla République française. Il nuovo giornale, senza essere uno strumento pretende di essere l'organo più sincero della democrazia, e combatte la politica di Gambetta. xyxy=(1348,701,1565,774)
table-row xyxy=(1113,473,1333,484)
paragraph: (X) Accade un fatto curioso. Mentre gli elettori del collegio di Chivasso protestano e non vogliono accettare il candidato proposto dal sedicente Comitato progressista di Torino, volendo riservarsi piena libertà nella scelta, il Comitato centrale progressista di Roma si occupa anche delle candidature di questi collegi della nostra città, e ci propone i nomi. xyxy=(642,1585,863,1694)
country-heading: FRANCIA xyxy=(1197,865,1249,877)
paragraph: Le persone che intervennero alla cerimonia furono numerosissime, fra le quali parecchie signore. xyxy=(1348,1619,1565,1655)
table-header-cell: 1876 xyxy=(1261,419,1287,430)
column-rule xyxy=(1104,74,1105,2078)
table-cell: L. 13,807 xyxy=(1244,430,1287,440)
book-binding-shadow xyxy=(0,0,166,2107)
subheading: Collegi della provincia di Padova. xyxy=(177,2012,365,2025)
paragraph: A Locarno pattuglia la gendarmeria della città e la campagna. Nel borgo c'è una forza intera di un centinaio di uomini. xyxy=(878,1022,1098,1060)
table-row xyxy=(1113,209,1333,221)
